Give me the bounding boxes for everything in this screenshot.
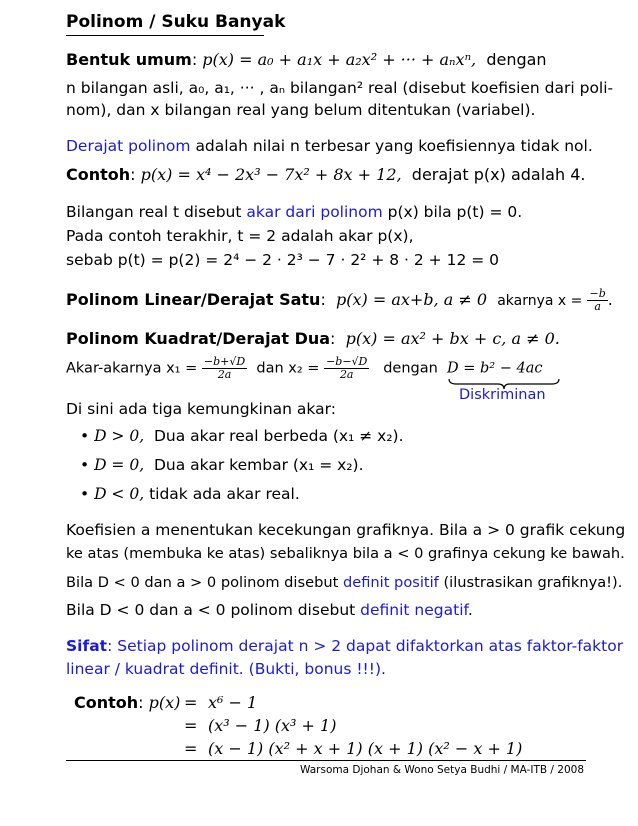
derajat-line — [66, 137, 593, 155]
contoh2-rhs-1: x⁶ − 1 — [208, 693, 258, 712]
contoh2-eq-2: = — [184, 716, 198, 735]
bentuk-line-2: n bilangan asli, a₀, a₁, ··· , aₙ bilangan² real (disebut koefisien dari poli- — [66, 79, 614, 97]
x1-fraction — [202, 356, 247, 381]
kemungkinan-cond-1: D > 0, — [94, 427, 145, 445]
kemungkinan-text-3: tidak ada akar real. — [149, 485, 300, 503]
contoh2-eq-3: = — [184, 739, 198, 758]
bentuk-dengan: dengan — [486, 50, 547, 69]
linear-akar-text: akarnya x = — [497, 293, 583, 309]
derajat-text: adalah nilai n terbesar yang koefisiennya tidak nol. — [195, 137, 593, 155]
defneg-post: . — [467, 601, 473, 619]
contoh2-row-1: Contoh: p(x) — [74, 693, 181, 712]
defneg-pre: Bila D < 0 dan a < 0 polinom disebut — [66, 601, 356, 619]
sifat-line-1 — [66, 637, 623, 655]
contoh2-label: Contoh — [74, 693, 139, 712]
derajat-term: Derajat polinom — [66, 137, 191, 155]
contoh2-eq-1: = — [184, 693, 198, 712]
kemungkinan-intro: Di sini ada tiga kemungkinan akar: — [66, 400, 336, 418]
linear-frac-num: −b — [589, 287, 606, 300]
kuadrat-akar-text: Akar-akarnya x₁ = — [66, 360, 198, 377]
kuadrat-dan: dan x₂ = — [256, 360, 320, 377]
x2-num: −b−√D — [326, 355, 368, 368]
bentuk-label: Bentuk umum — [66, 50, 192, 69]
kemungkinan-cond-2: D = 0, — [94, 456, 145, 474]
defpos-pre: Bila D < 0 dan a > 0 polinom disebut — [66, 574, 339, 591]
sifat-line-2: linear / kuadrat definit. (Bukti, bonus !!!). — [66, 660, 386, 678]
title-rule — [66, 35, 264, 36]
sifat-label: Sifat — [66, 637, 108, 655]
page-title: Polinom / Suku Banyak — [66, 12, 286, 32]
akar-pre: Bilangan real t disebut — [66, 203, 242, 221]
sifat-text-1: : Setiap polinom derajat n > 2 dapat difaktorkan atas faktor-faktor — [107, 637, 624, 655]
kemungkinan-item-2: • D = 0, Dua akar kembar (x₁ = x₂). — [80, 456, 364, 474]
contoh2-rhs-3: (x − 1) (x² + x + 1) (x + 1) (x² − x + 1) — [208, 739, 523, 758]
discriminant-label: Diskriminan — [459, 387, 546, 403]
kuadrat-dengan: dengan — [383, 360, 438, 377]
koef-line-2: ke atas (membuka ke atas) sebaliknya bila a < 0 grafinya cekung ke bawah. — [66, 545, 625, 562]
defneg-term: definit negatif — [360, 601, 468, 619]
akar-line-3: sebab p(t) = p(2) = 2⁴ − 2 · 2³ − 7 · 2² + 8 · 2 + 12 = 0 — [66, 251, 500, 269]
linear-frac-den: a — [594, 300, 601, 313]
contoh1-label: Contoh — [66, 165, 131, 184]
kemungkinan-item-1: • D > 0, Dua akar real berbeda (x₁ ≠ x₂). — [80, 427, 404, 445]
discriminant-formula: D = b² − 4ac — [447, 360, 543, 377]
akar-term: akar dari polinom — [246, 203, 383, 221]
contoh1-text: derajat p(x) adalah 4. — [411, 165, 586, 184]
kemungkinan-text-1: Dua akar real berbeda (x₁ ≠ x₂). — [154, 427, 404, 445]
contoh1-formula: p(x) = x⁴ − 2x³ − 7x² + 8x + 12, — [140, 165, 402, 184]
x2-den: 2a — [339, 368, 354, 381]
akar-post: p(x) bila p(t) = 0. — [387, 203, 523, 221]
defpos-post: (ilustrasikan grafiknya!). — [443, 574, 623, 591]
linear-line: Polinom Linear/Derajat Satu: p(x) = ax+b, a ≠ 0 akarnya x = $\frac{-b}{a}$ . — [66, 287, 613, 313]
contoh2-rhs-2: (x³ − 1) (x³ + 1) — [208, 716, 337, 735]
akar-line-2: Pada contoh terakhir, t = 2 adalah akar p(x), — [66, 227, 414, 245]
footer-credit: Warsoma Djohan & Wono Setya Budhi / MA-ITB / 2008 — [300, 764, 584, 776]
linear-label: Polinom Linear/Derajat Satu — [66, 290, 321, 309]
x1-num: −b+√D — [203, 355, 246, 368]
defneg-line — [66, 601, 473, 619]
koef-line-1: Koefisien a menentukan kecekungan grafiknya. Bila a > 0 grafik cekung — [66, 521, 626, 539]
x2-fraction — [324, 356, 369, 381]
bentuk-line-3: nom), dan x bilangan real yang belum ditentukan (variabel). — [66, 101, 536, 119]
kemungkinan-item-3: • D < 0, tidak ada akar real. — [80, 485, 300, 503]
contoh1-line: Contoh: p(x) = x⁴ − 2x³ − 7x² + 8x + 12, derajat p(x) adalah 4. — [66, 165, 586, 184]
bentuk-line-1: Bentuk umum: p(x) = a₀ + a₁x + a₂x² + ··· + aₙxⁿ, dengan — [66, 50, 547, 69]
defpos-line — [66, 574, 622, 591]
linear-formula: p(x) = ax+b, a ≠ 0 — [336, 290, 488, 309]
defpos-term: definit positif — [342, 574, 439, 591]
kuadrat-formula: p(x) = ax² + bx + c, a ≠ 0. — [345, 329, 560, 348]
kuadrat-label: Polinom Kuadrat/Derajat Dua — [66, 329, 331, 348]
kuadrat-line-1: Polinom Kuadrat/Derajat Dua: p(x) = ax² + bx + c, a ≠ 0. — [66, 329, 560, 348]
x1-den: 2a — [217, 368, 232, 381]
contoh2-lhs: p(x) — [148, 693, 181, 712]
akar-line-1 — [66, 203, 522, 221]
linear-fraction — [587, 288, 607, 313]
kemungkinan-cond-3: D < 0, — [94, 485, 145, 503]
footer-rule — [66, 760, 586, 761]
kemungkinan-text-2: Dua akar kembar (x₁ = x₂). — [154, 456, 364, 474]
bentuk-formula: p(x) = a₀ + a₁x + a₂x² + ··· + aₙxⁿ, — [202, 50, 477, 69]
